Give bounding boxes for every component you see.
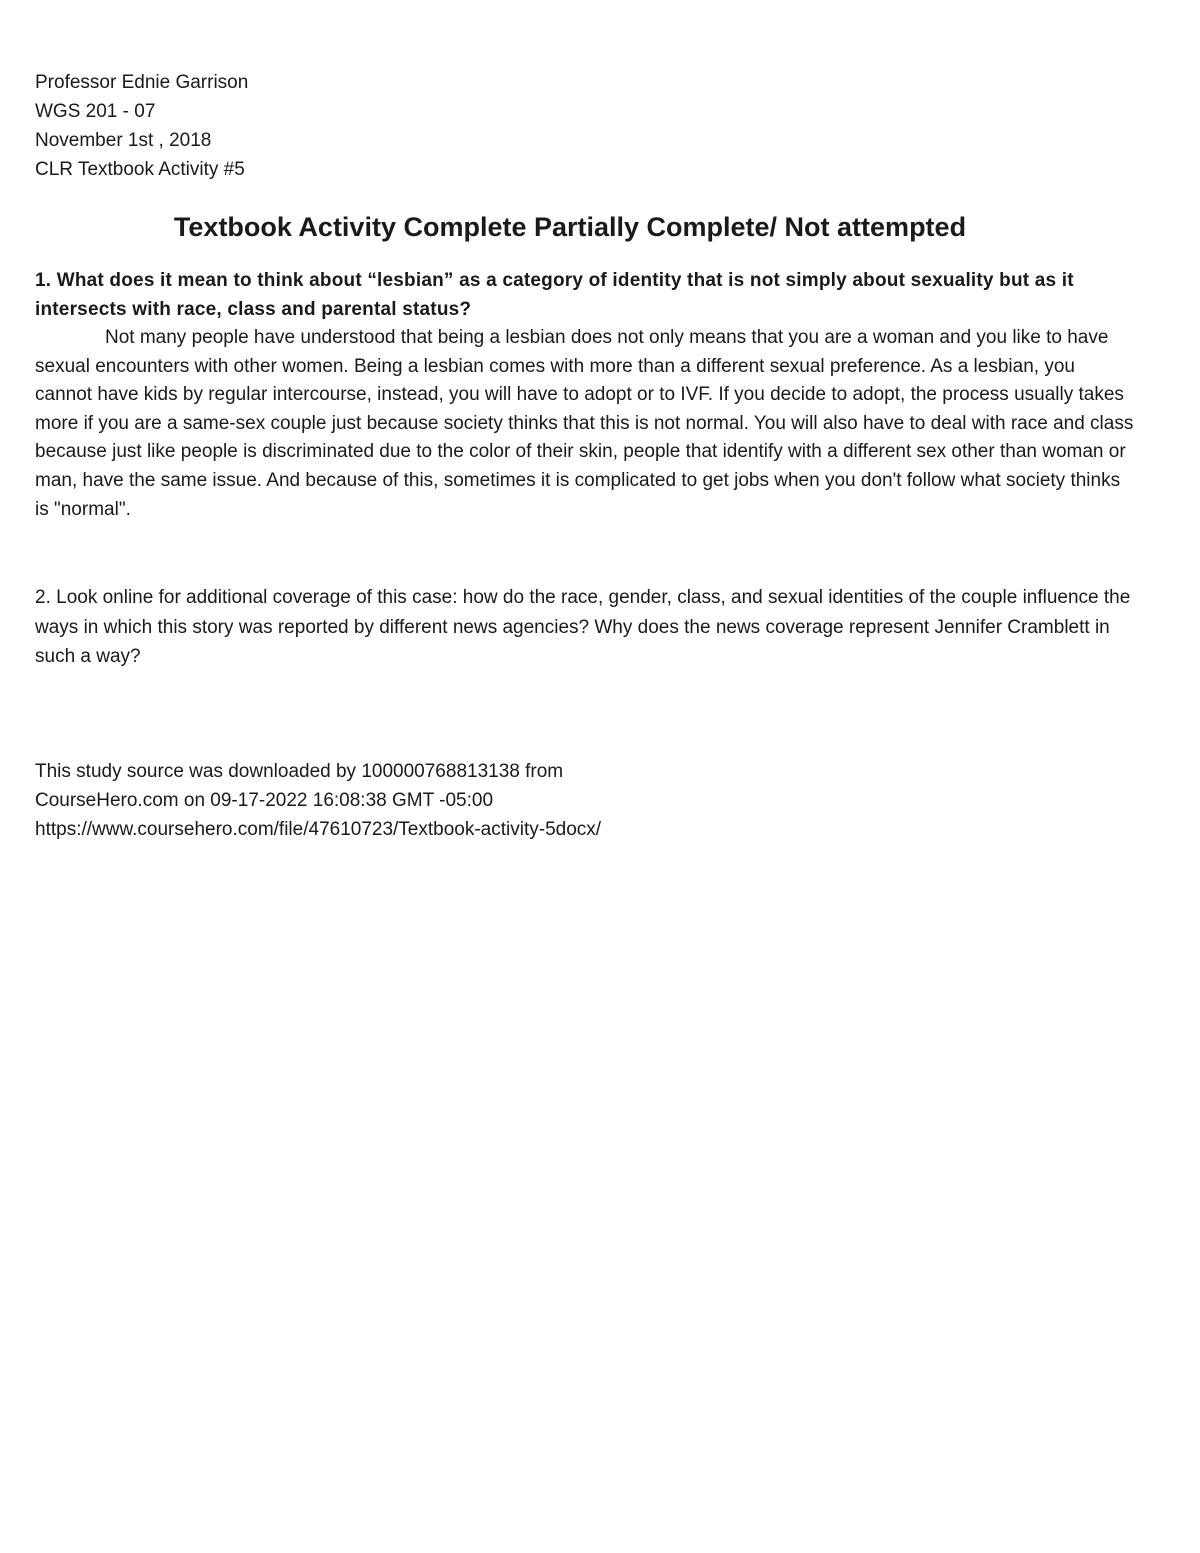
source-notice	[35, 757, 1135, 844]
course-code: WGS 201 - 07	[35, 101, 156, 122]
assignment-name: CLR Textbook Activity #5	[35, 159, 245, 180]
professor-name: Professor Ednie Garrison	[35, 72, 249, 93]
question-2-prompt: 2. Look online for additional coverage of this case: how do the race, gender, class, and sexual identities of the couple influence the ways in which this story was reported by different news agencies? Why does the news coverage represent Jennifer Cramblett in such a way?	[35, 587, 1131, 668]
question-1-prompt: 1. What does it mean to think about “lesbian” as a category of identity that is not simply about sexuality but as it intersects with race, class and parental status?	[35, 270, 1074, 320]
document-page	[35, 68, 1135, 844]
question-1-answer: Not many people have understood that being a lesbian does not only means that you are a woman and you like to have sexual encounters with other women. Being a lesbian comes with more than a different sexual preference. As a lesbian, you cannot have kids by regular intercourse, instead, you will have to adopt or to IVF. If you decide to adopt, the process usually takes more if you are a same-sex couple just because society thinks that this is not normal. You will also have to deal with race and class because just like people is discriminated due to the color of their skin, people that identify with a different sex other than woman or man, have the same issue. And because of this, sometimes it is complicated to get jobs when you don't follow what society thinks is "normal".	[35, 327, 1134, 520]
document-header	[35, 68, 1135, 184]
document-title: Textbook Activity Complete Partially Complete/ Not attempted	[173, 212, 967, 242]
source-notice-url: https://www.coursehero.com/file/47610723/Textbook-activity-5docx/	[35, 818, 602, 840]
source-notice-line-2: CourseHero.com on 09-17-2022 16:08:38 GMT -05:00	[35, 789, 494, 811]
source-notice-line-1: This study source was downloaded by 100000768813138 from	[35, 760, 564, 782]
document-date: November 1st , 2018	[35, 130, 212, 151]
